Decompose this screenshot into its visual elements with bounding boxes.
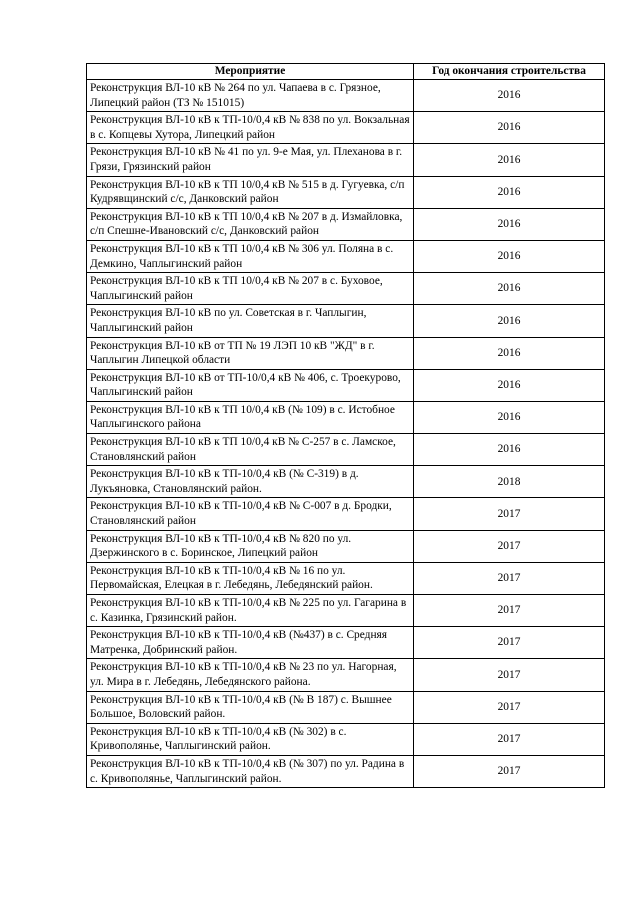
table-row <box>87 691 605 723</box>
table-row <box>87 595 605 627</box>
year-cell: 2016 <box>414 112 605 144</box>
table-row <box>87 208 605 240</box>
event-cell: Реконструкция ВЛ-10 кВ к ТП 10/0,4 кВ № С-257 в с. Ламское, Становлянский район <box>87 434 414 466</box>
year-cell: 2017 <box>414 627 605 659</box>
year-cell: 2017 <box>414 562 605 594</box>
event-cell: Реконструкция ВЛ-10 кВ к ТП 10/0,4 кВ № 306 ул. Поляна в с. Демкино, Чаплыгинский район <box>87 240 414 272</box>
event-cell: Реконструкция ВЛ-10 кВ № 264 по ул. Чапаева в с. Грязное, Липецкий район (ТЗ № 151015) <box>87 80 414 112</box>
year-cell: 2017 <box>414 595 605 627</box>
event-cell: Реконструкция ВЛ-10 кВ к ТП-10/0,4 кВ (№ 307) по ул. Радина в с. Кривополянье, Чаплыгинский район. <box>87 755 414 787</box>
table-row <box>87 627 605 659</box>
event-cell: Реконструкция ВЛ-10 кВ к ТП 10/0,4 кВ № 207 в с. Буховое, Чаплыгинский район <box>87 273 414 305</box>
year-cell: 2017 <box>414 498 605 530</box>
year-cell: 2017 <box>414 659 605 691</box>
table-row <box>87 498 605 530</box>
year-cell: 2017 <box>414 530 605 562</box>
year-cell: 2018 <box>414 466 605 498</box>
year-cell: 2016 <box>414 273 605 305</box>
event-cell: Реконструкция ВЛ-10 кВ к ТП-10/0,4 кВ № 16 по ул. Первомайская, Елецкая в г. Лебедянь, Лебедянский район. <box>87 562 414 594</box>
table-row <box>87 112 605 144</box>
table-row <box>87 176 605 208</box>
year-cell: 2017 <box>414 755 605 787</box>
event-cell: Реконструкция ВЛ-10 кВ к ТП-10/0,4 кВ № 225 по ул. Гагарина в с. Казинка, Грязинский район. <box>87 595 414 627</box>
table-row <box>87 659 605 691</box>
year-cell: 2017 <box>414 723 605 755</box>
year-cell: 2016 <box>414 144 605 176</box>
event-cell: Реконструкция ВЛ-10 кВ от ТП-10/0,4 кВ № 406, с. Троекурово, Чаплыгинский район <box>87 369 414 401</box>
event-cell: Реконструкция ВЛ-10 кВ к ТП-10/0,4 кВ (№ 302) в с. Кривополянье, Чаплыгинский район. <box>87 723 414 755</box>
event-cell: Реконструкция ВЛ-10 кВ к ТП-10/0,4 кВ (№ С-319) в д. Лукъяновка, Становлянский район. <box>87 466 414 498</box>
year-cell: 2016 <box>414 80 605 112</box>
table-header-row <box>87 64 605 80</box>
event-cell: Реконструкция ВЛ-10 кВ к ТП 10/0,4 кВ № 207 в д. Измайловка, с/п Спешне-Ивановский с/с, Данковский район <box>87 208 414 240</box>
year-cell: 2016 <box>414 401 605 433</box>
header-year: Год окончания строительства <box>414 64 605 80</box>
event-cell: Реконструкция ВЛ-10 кВ № 41 по ул. 9-е Мая, ул. Плеханова в г. Грязи, Грязинский район <box>87 144 414 176</box>
event-cell: Реконструкция ВЛ-10 кВ к ТП-10/0,4 кВ (№437) в с. Средняя Матренка, Добринский район. <box>87 627 414 659</box>
table-row <box>87 755 605 787</box>
event-cell: Реконструкция ВЛ-10 кВ к ТП-10/0,4 кВ № 838 по ул. Вокзальная в с. Копцевы Хутора, Липецкий район <box>87 112 414 144</box>
event-cell: Реконструкция ВЛ-10 кВ к ТП-10/0,4 кВ № 23 по ул. Нагорная, ул. Мира в г. Лебедянь, Лебедянского района. <box>87 659 414 691</box>
table-row <box>87 144 605 176</box>
event-cell: Реконструкция ВЛ-10 кВ к ТП 10/0,4 кВ (№ 109) в с. Истобное Чаплыгинского района <box>87 401 414 433</box>
table-row <box>87 305 605 337</box>
year-cell: 2016 <box>414 305 605 337</box>
event-cell: Реконструкция ВЛ-10 кВ к ТП-10/0,4 кВ № 820 по ул. Дзержинского в с. Боринское, Липецкий район <box>87 530 414 562</box>
year-cell: 2016 <box>414 369 605 401</box>
table-row <box>87 273 605 305</box>
table-row <box>87 240 605 272</box>
table-row <box>87 530 605 562</box>
year-cell: 2016 <box>414 208 605 240</box>
table-row <box>87 369 605 401</box>
table-row <box>87 80 605 112</box>
year-cell: 2016 <box>414 434 605 466</box>
table-row <box>87 562 605 594</box>
year-cell: 2016 <box>414 337 605 369</box>
event-cell: Реконструкция ВЛ-10 кВ к ТП-10/0,4 кВ (№ В 187) с. Вышнее Большое, Воловский район. <box>87 691 414 723</box>
construction-table <box>86 63 605 788</box>
table-row <box>87 401 605 433</box>
table-row <box>87 434 605 466</box>
event-cell: Реконструкция ВЛ-10 кВ от ТП № 19 ЛЭП 10 кВ "ЖД" в г. Чаплыгин Липецкой области <box>87 337 414 369</box>
header-event: Мероприятие <box>87 64 414 80</box>
event-cell: Реконструкция ВЛ-10 кВ к ТП 10/0,4 кВ № 515 в д. Гугуевка, с/п Кудрявщинский с/с, Данковский район <box>87 176 414 208</box>
table-row <box>87 466 605 498</box>
event-cell: Реконструкция ВЛ-10 кВ по ул. Советская в г. Чаплыгин, Чаплыгинский район <box>87 305 414 337</box>
event-cell: Реконструкция ВЛ-10 кВ к ТП-10/0,4 кВ № С-007 в д. Бродки, Становлянский район <box>87 498 414 530</box>
table-row <box>87 723 605 755</box>
year-cell: 2016 <box>414 240 605 272</box>
year-cell: 2016 <box>414 176 605 208</box>
table-row <box>87 337 605 369</box>
table-body <box>87 80 605 788</box>
year-cell: 2017 <box>414 691 605 723</box>
